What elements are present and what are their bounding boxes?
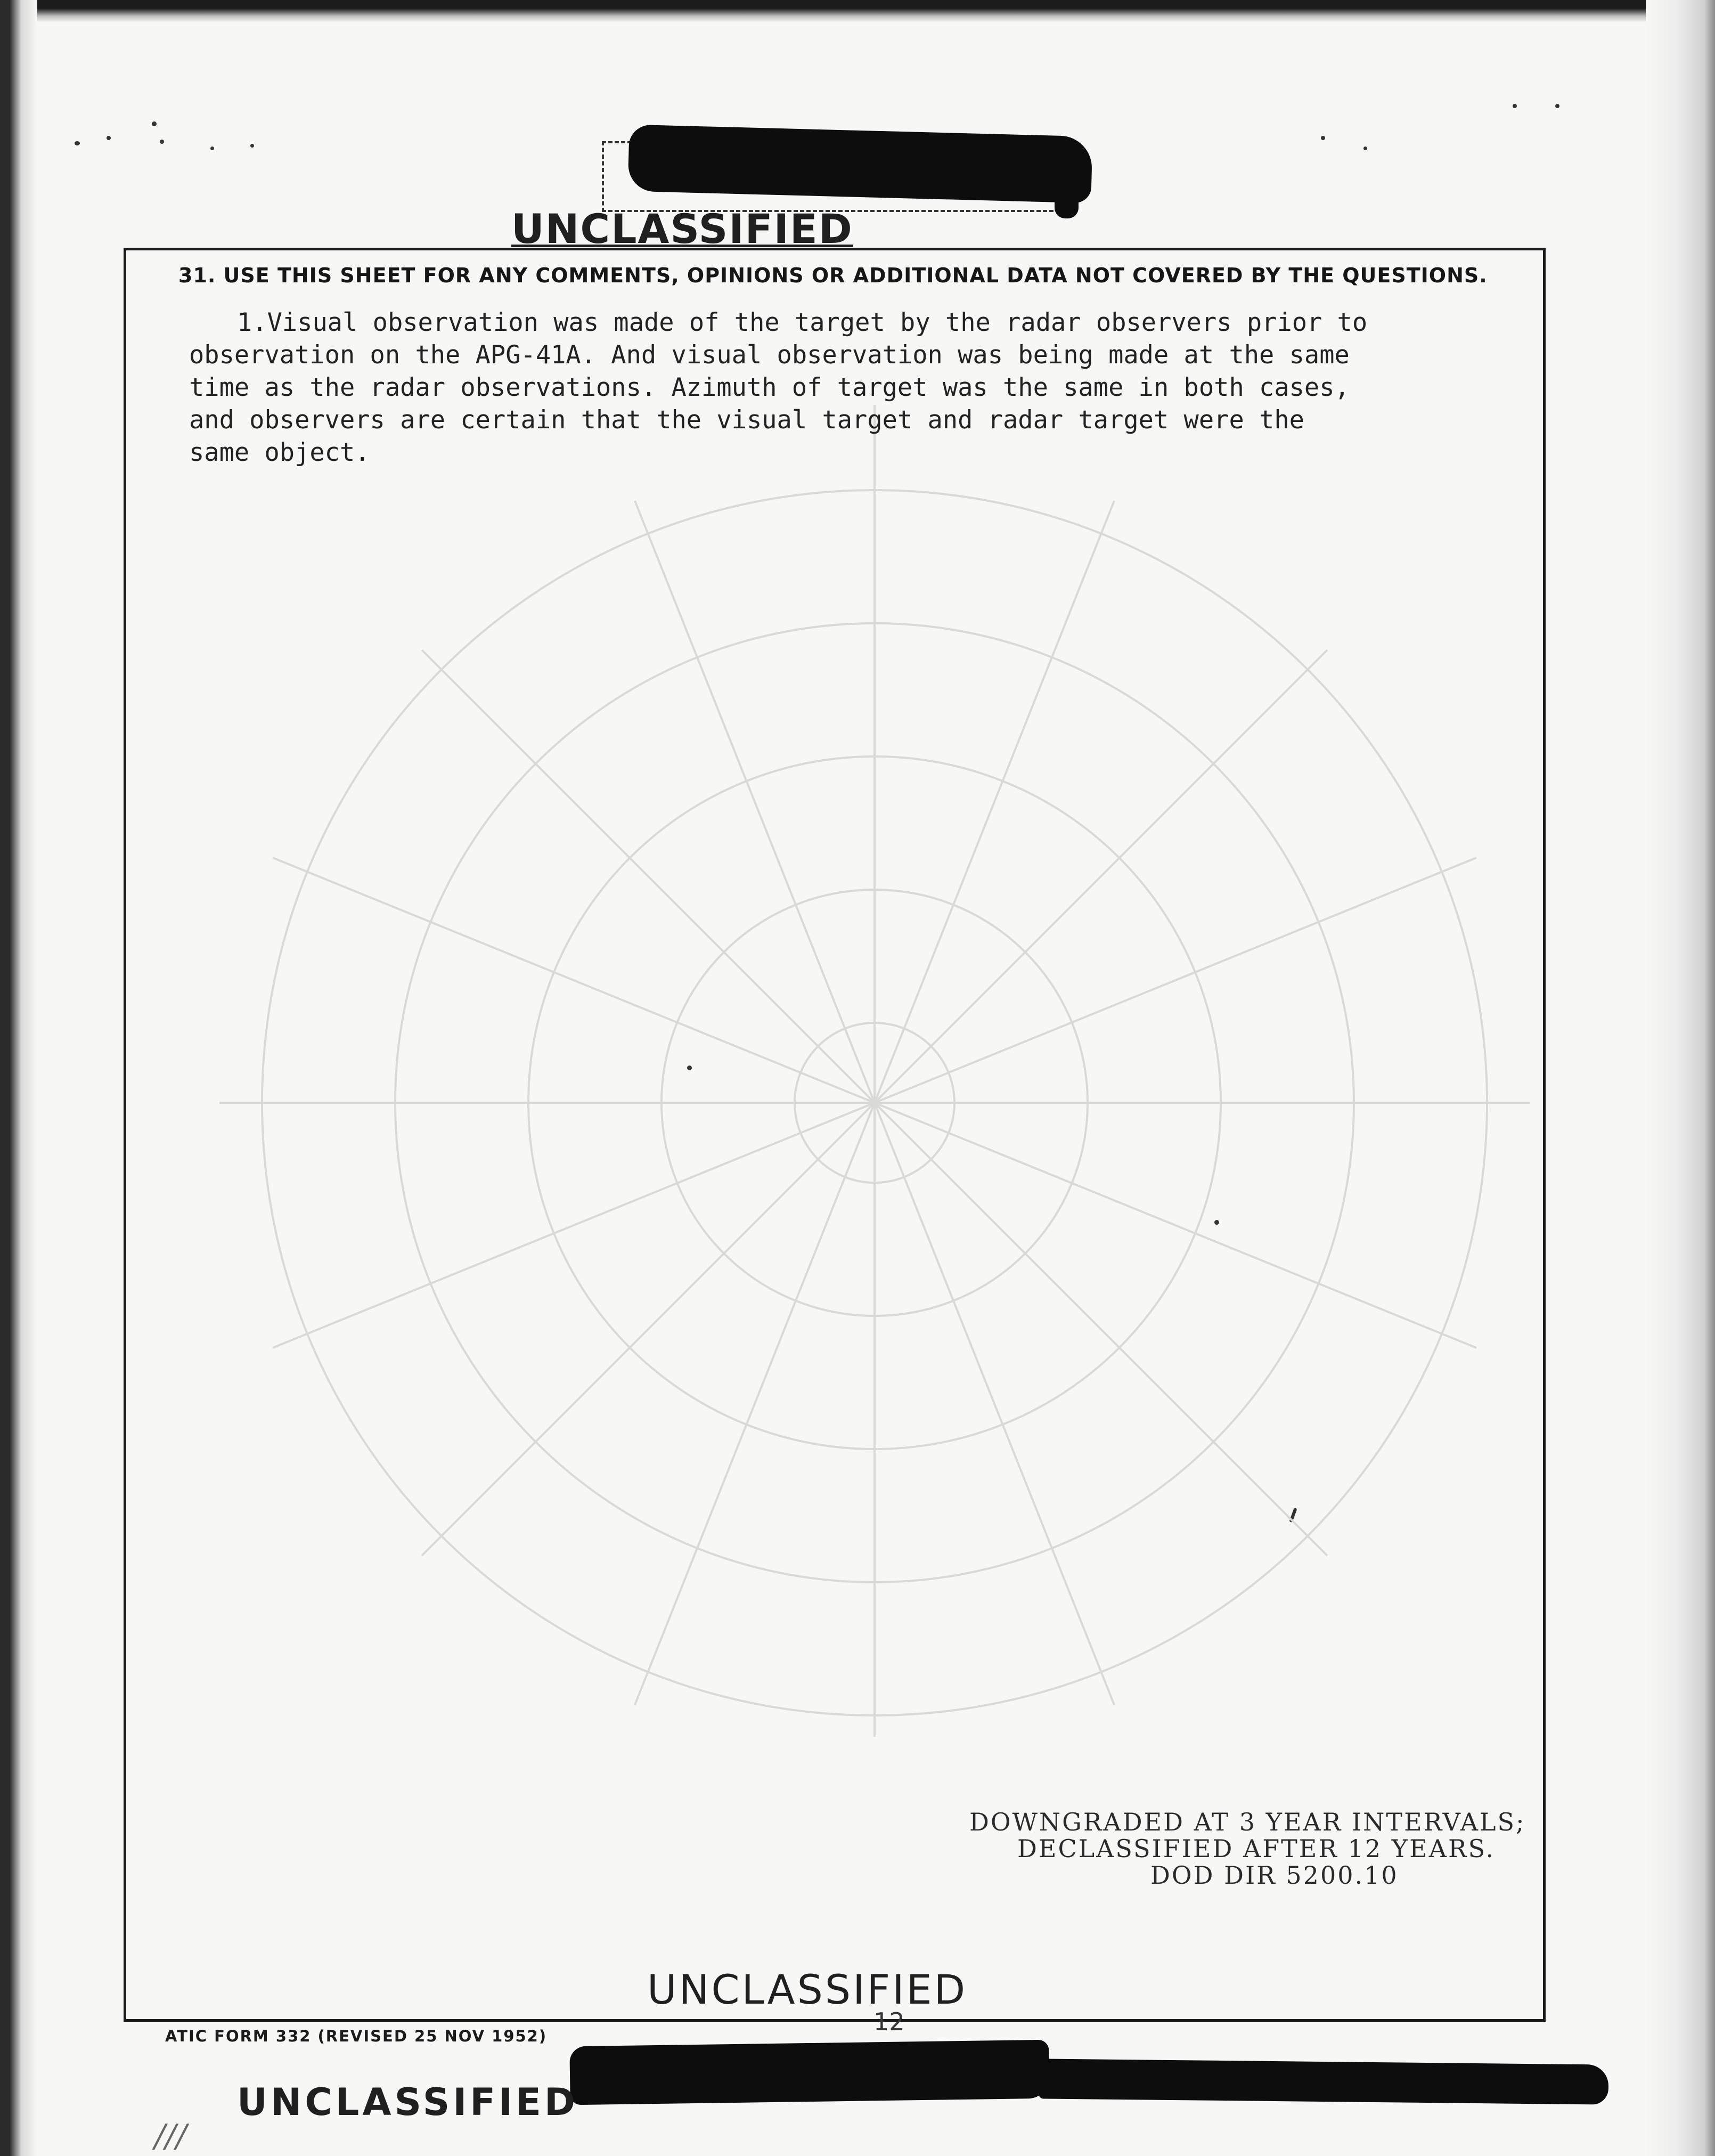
scan-speck	[250, 144, 254, 148]
comment-line: time as the radar observations. Azimuth of target was the same in both cases,	[189, 373, 1350, 402]
comment-line: same object.	[189, 438, 370, 467]
bottom-redaction-bar-right	[1039, 2059, 1609, 2104]
downgrade-declassification-stamp	[969, 1809, 1526, 1889]
bottom-classification-stamp: UNCLASSIFIED	[647, 1966, 968, 2013]
top-redaction-blot	[1055, 181, 1079, 218]
directive-line: DOD DIR 5200.10	[1150, 1861, 1399, 1890]
scan-speck	[1321, 136, 1325, 140]
question-31-heading: 31. USE THIS SHEET FOR ANY COMMENTS, OPINIONS OR ADDITIONAL DATA NOT COVERED BY THE QUESTIONS.	[178, 264, 1488, 287]
handwritten-mark: ///	[154, 2118, 187, 2155]
comment-line: 1.Visual observation was made of the target by the radar observers prior to	[237, 308, 1368, 337]
scan-right-edge	[1646, 0, 1715, 2156]
scan-speck	[210, 147, 214, 150]
scan-speck	[152, 121, 157, 126]
comment-text	[189, 306, 1483, 469]
bleed-through-polar-grid	[124, 405, 1546, 1897]
comment-line: and observers are certain that the visual target and radar target were the	[189, 405, 1304, 435]
scan-speck	[1363, 147, 1367, 150]
bottom-redaction-bar	[569, 2040, 1049, 2105]
downgrade-line: DOWNGRADED AT 3 YEAR INTERVALS;	[969, 1808, 1526, 1836]
comment-line: observation on the APG-41A. And visual observation was being made at the same	[189, 340, 1350, 370]
scan-speck	[1555, 104, 1559, 108]
scan-left-edge	[0, 0, 37, 2156]
footer-classification-stamp: UNCLASSIFIED	[237, 2080, 579, 2118]
top-redaction-bar	[628, 125, 1093, 204]
scan-speck	[160, 140, 164, 144]
form-identifier: ATIC FORM 332 (REVISED 25 NOV 1952)	[165, 2027, 548, 2045]
scan-speck	[107, 136, 111, 140]
scan-speck	[1513, 104, 1517, 108]
page-number: 12	[873, 2007, 905, 2036]
top-classification-stamp: UNCLASSIFIED	[511, 205, 853, 253]
scan-speck	[75, 141, 80, 145]
scan-top-edge	[0, 0, 1715, 22]
declassify-line: DECLASSIFIED AFTER 12 YEARS.	[1017, 1834, 1496, 1863]
